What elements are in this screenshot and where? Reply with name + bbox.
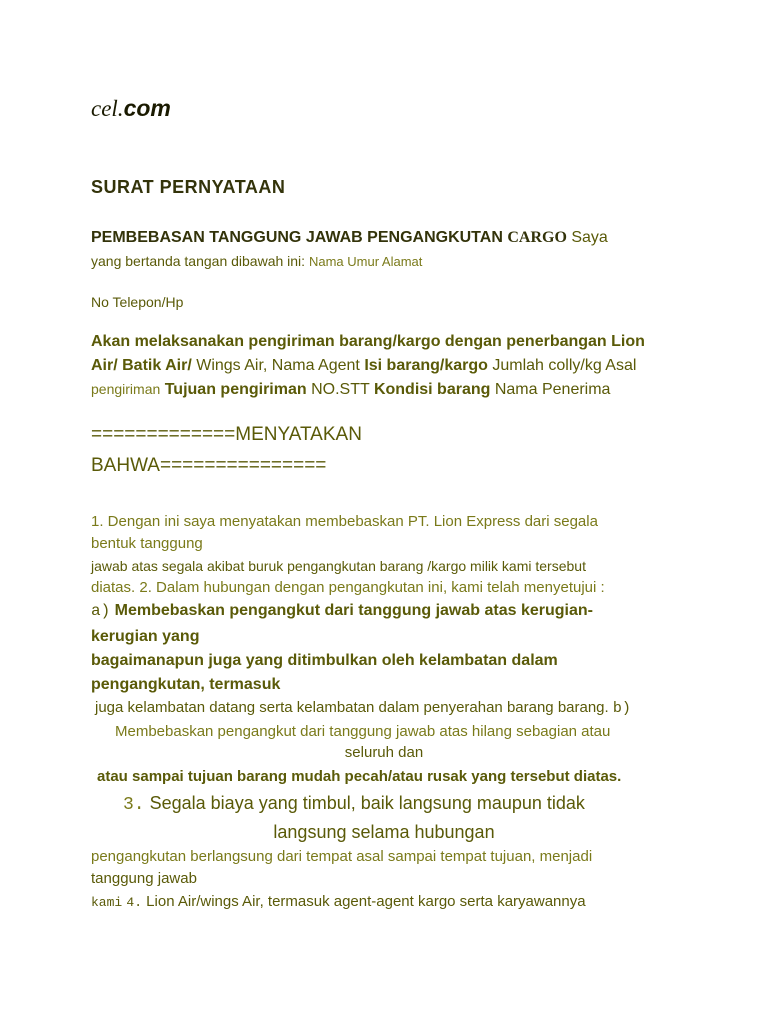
itemB-line3: atau sampai tujuan barang mudah pecah/atau rusak yang tersebut diatas. — [97, 768, 622, 785]
item1-line2: bentuk tanggung — [91, 535, 203, 552]
item3-line1: 3. Segala biaya yang timbul, baik langsung maupun tidak — [123, 793, 585, 815]
para1-line2: Air/ Batik Air/ Wings Air, Nama Agent Isi barang/kargo Jumlah colly/kg Asal — [91, 357, 637, 374]
declare-line1: =============MENYATAKAN — [91, 424, 362, 445]
item1-line1: 1. Dengan ini saya menyatakan membebaskan PT. Lion Express dari segala — [91, 513, 598, 530]
document-title: SURAT PERNYATAAN — [91, 177, 286, 197]
declare-line2: BAHWA=============== — [91, 455, 327, 476]
item3-line4: tanggung jawab — [91, 870, 197, 887]
itemA-line2: kerugian yang — [91, 628, 200, 645]
brand-logo: cel.com — [91, 95, 171, 121]
para1-line1: Akan melaksanakan pengiriman barang/kargo dengan penerbangan Lion — [91, 333, 645, 350]
itemA-line5: juga kelambatan datang serta kelambatan dalam penyerahan barang barang. b) — [95, 699, 631, 717]
itemA-line4: pengangkutan, termasuk — [91, 676, 281, 693]
phone-field: No Telepon/Hp — [91, 294, 184, 310]
item3-line3: pengangkutan berlangsung dari tempat asal sampai tempat tujuan, menjadi — [91, 848, 593, 865]
intro-line: yang bertanda tangan dibawah ini: Nama Umur Alamat — [91, 253, 423, 269]
item3-line5: kami 4. Lion Air/wings Air, termasuk agent-agent kargo serta karyawannya — [91, 893, 586, 910]
itemA-line1: a) Membebaskan pengangkut dari tanggung jawab atas kerugian- — [91, 602, 593, 620]
item1-line4: diatas. 2. Dalam hubungan dengan pengangkutan ini, kami telah menyetujui : — [91, 579, 605, 596]
itemB-line2: seluruh dan — [344, 744, 424, 761]
itemA-line3: bagaimanapun juga yang ditimbulkan oleh kelambatan dalam — [91, 652, 558, 669]
item1-line3: jawab atas segala akibat buruk pengangkutan barang /kargo milik kami tersebut — [91, 558, 586, 574]
item3-line2: langsung selama hubungan — [273, 822, 495, 842]
itemB-line1: Membebaskan pengangkut dari tanggung jawab atas hilang sebagian atau — [115, 723, 611, 740]
subtitle-line: PEMBEBASAN TANGGUNG JAWAB PENGANGKUTAN CARGO Saya — [91, 229, 608, 246]
para1-line3: pengiriman Tujuan pengiriman NO.STT Kondisi barang Nama Penerima — [91, 381, 611, 398]
